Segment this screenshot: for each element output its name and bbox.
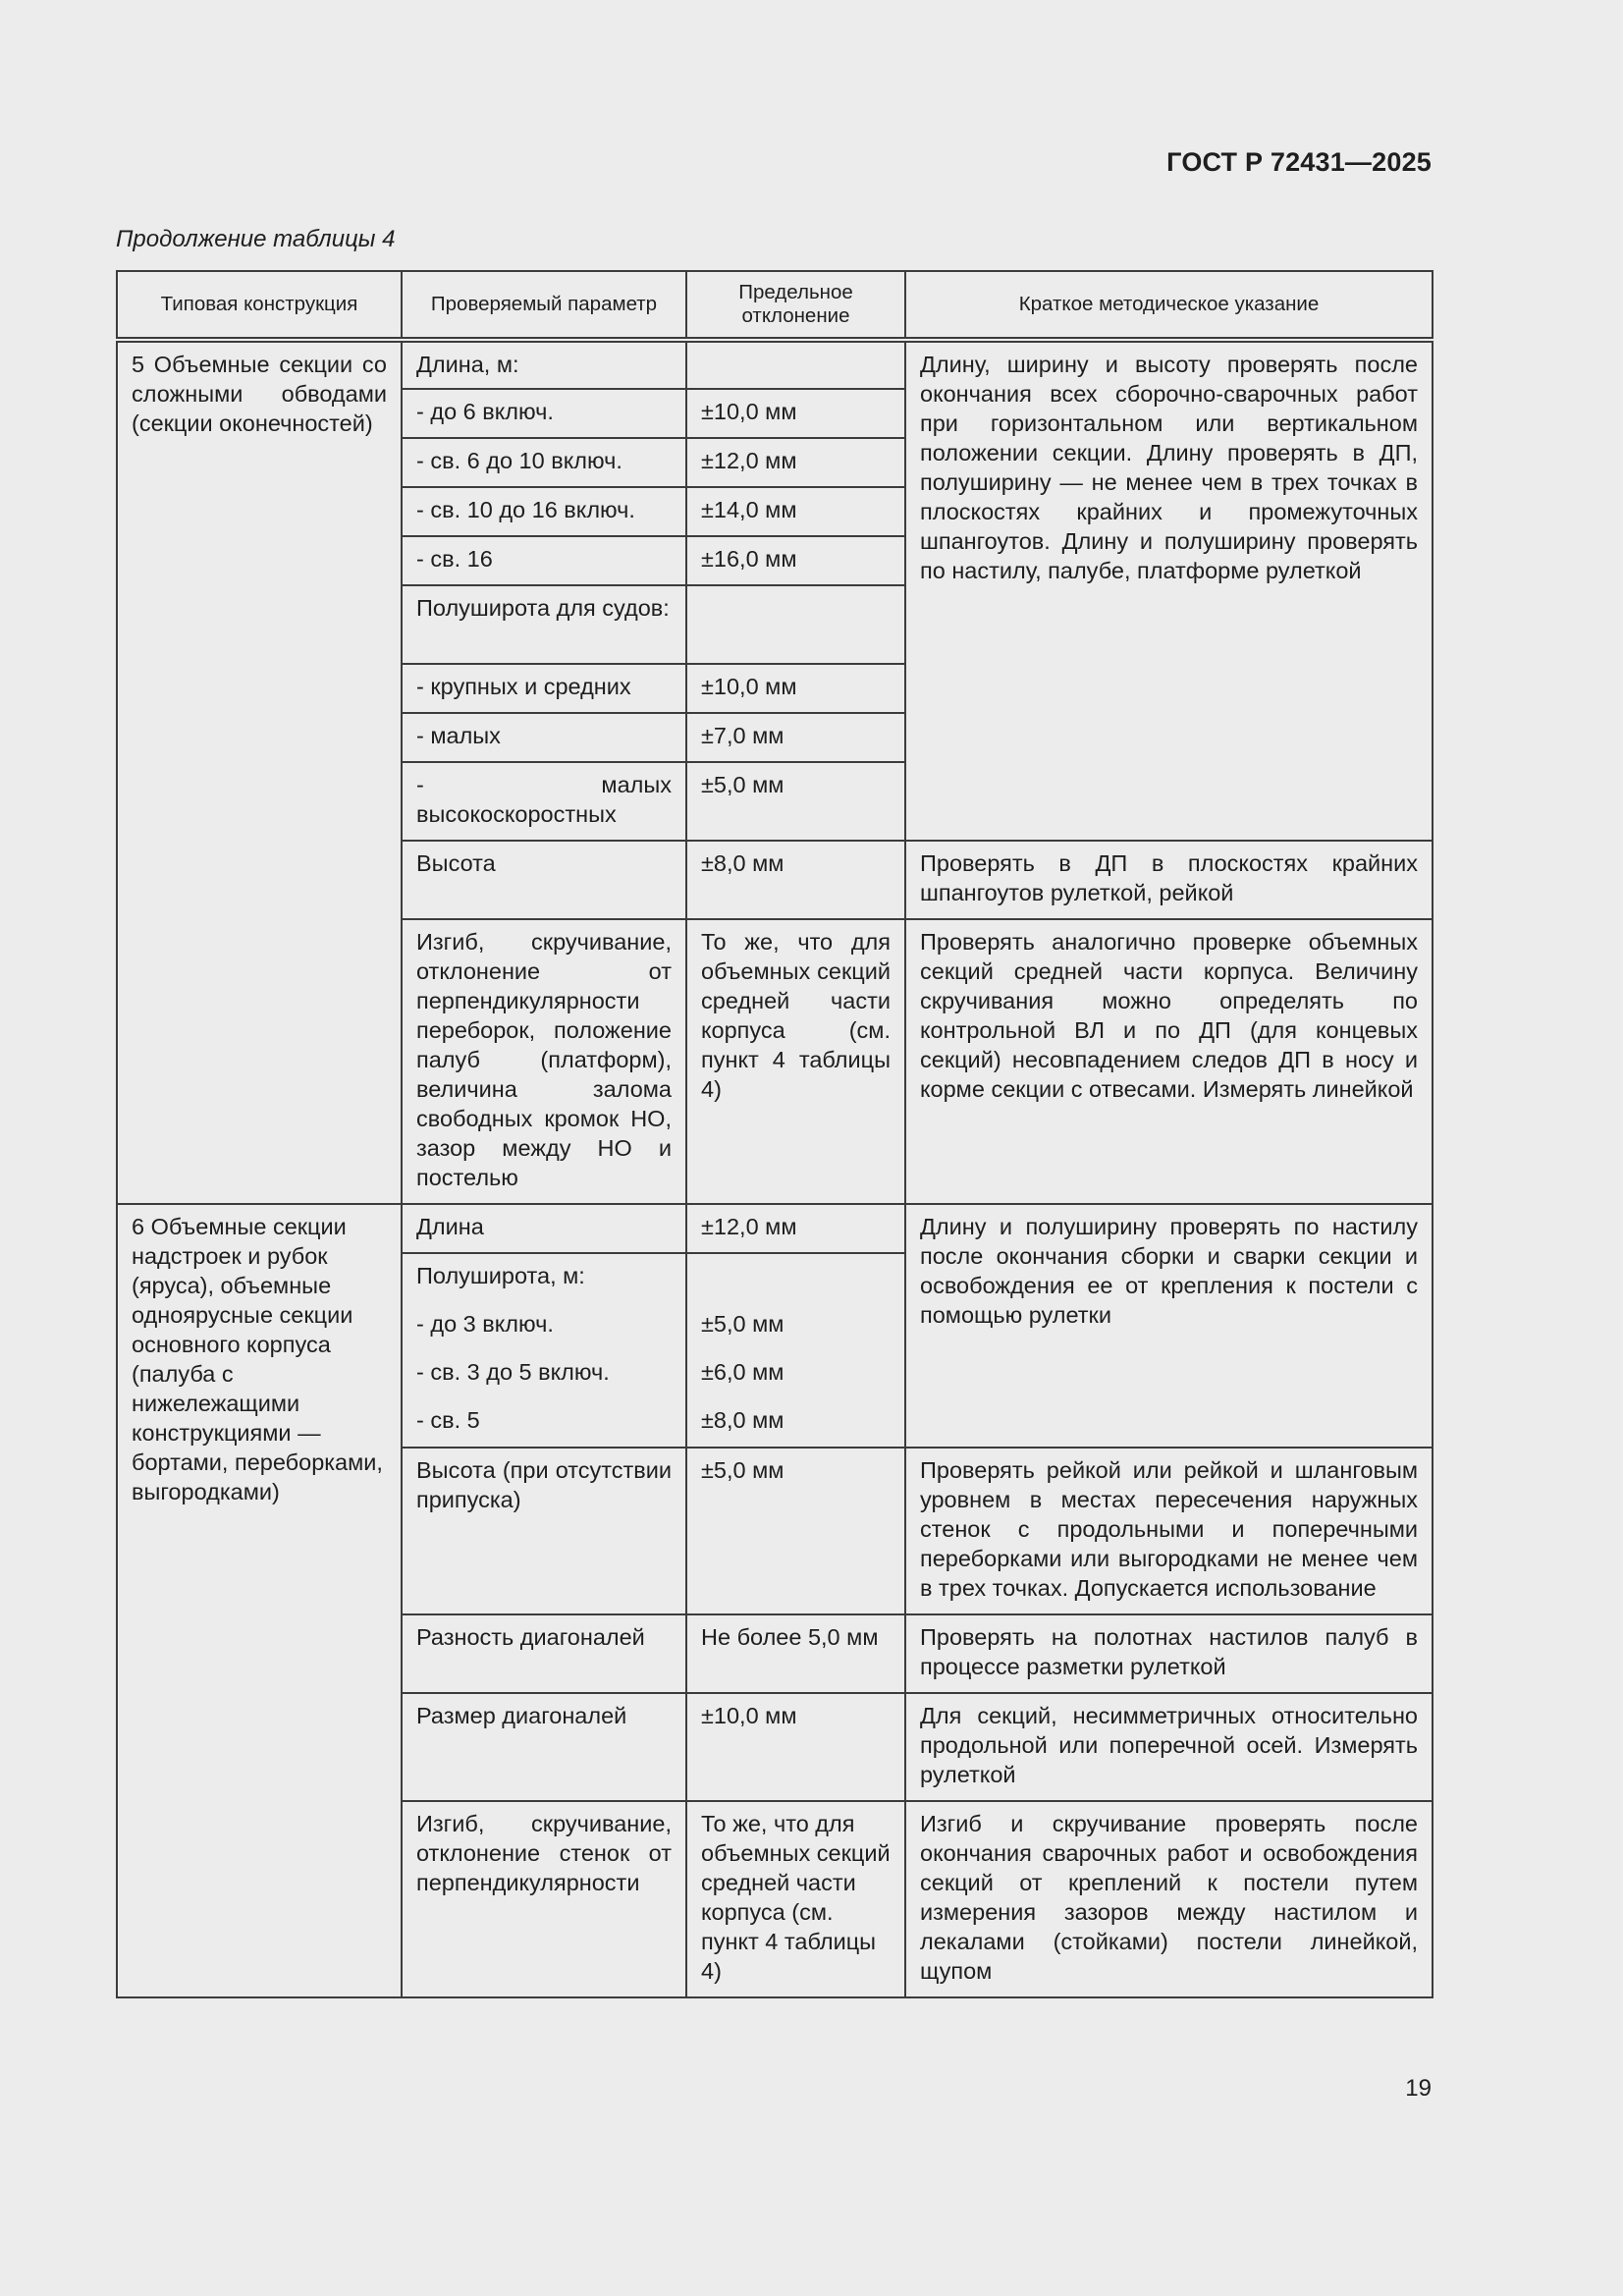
- construction-cell: 6 Объемные секции надстроек и рубок (яруса), объемные одноярусные секции основного корпуса (палуба с нижележащими конструкциями — бортами, переборками, выгородками): [117, 1204, 402, 1997]
- page-number: 19: [1405, 2075, 1432, 2102]
- instruction-cell: Для секций, несимметричных относительно продольной или поперечной осей. Измерять рулеткой: [905, 1693, 1433, 1801]
- deviation-cell: ±12,0 мм: [686, 438, 905, 487]
- deviation-cell: ±10,0 мм: [686, 664, 905, 713]
- param-cell: Изгиб, скручивание, отклонение от перпендикулярности переборок, положение палуб (платформ), величина залома свободных кромок НО, зазор между НО и постелью: [402, 919, 686, 1204]
- param-cell: Длина, м:: [402, 340, 686, 389]
- col-header-instruction: Краткое методическое указание: [905, 271, 1433, 340]
- param-line: - до 3 включ.: [416, 1311, 554, 1337]
- param-cell: - малых высокоскоростных: [402, 762, 686, 841]
- param-cell: - малых: [402, 713, 686, 762]
- deviation-cell: ±10,0 мм: [686, 389, 905, 438]
- col-header-deviation: Предельное отклонение: [686, 271, 905, 340]
- instruction-cell: Проверять рейкой или рейкой и шланговым уровнем в местах пересечения наружных стенок с продольными и поперечными переборками или выгородками не менее чем в трех точках. Допускается использование: [905, 1448, 1433, 1614]
- construction-cell: 5 Объемные секции со сложными обводами (секции оконечностей): [117, 340, 402, 1204]
- document-code: ГОСТ Р 72431—2025: [1166, 147, 1432, 177]
- deviation-cell: ±14,0 мм: [686, 487, 905, 536]
- instruction-cell: Длину и полуширину проверять по настилу после окончания сборки и сварки секции и освобождения ее от крепления к постели с помощью рулетки: [905, 1204, 1433, 1448]
- deviation-cell: То же, что для объемных секций средней части корпуса (см. пункт 4 таблицы 4): [686, 919, 905, 1204]
- col-header-construction: Типовая конструкция: [117, 271, 402, 340]
- param-cell-group: [402, 1253, 686, 1448]
- param-cell: Разность диагоналей: [402, 1614, 686, 1693]
- deviation-cell: ±10,0 мм: [686, 1693, 905, 1801]
- deviation-cell-group: [686, 1253, 905, 1448]
- deviation-cell: ±8,0 мм: [686, 841, 905, 919]
- deviation-line: [701, 1261, 891, 1309]
- param-line: - св. 5: [416, 1407, 480, 1433]
- deviation-cell: ±5,0 мм: [686, 1448, 905, 1614]
- deviation-cell: Не более 5,0 мм: [686, 1614, 905, 1693]
- instruction-cell: Проверять в ДП в плоскостях крайних шпангоутов рулеткой, рейкой: [905, 841, 1433, 919]
- deviation-cell: ±7,0 мм: [686, 713, 905, 762]
- instruction-cell: Проверять аналогично проверке объемных секций средней части корпуса. Величину скручивания можно определять по контрольной ВЛ и по ДП (для концевых секций) несовпадением следов ДП в носу и корме секции с отвесами. Измерять линейкой: [905, 919, 1433, 1204]
- param-cell: - св. 6 до 10 включ.: [402, 438, 686, 487]
- table-caption: Продолжение таблицы 4: [116, 226, 396, 252]
- deviation-cell: ±16,0 мм: [686, 536, 905, 585]
- param-line: Полуширота, м:: [416, 1263, 585, 1288]
- instruction-cell: Изгиб и скручивание проверять после окончания сварочных работ и освобождения секций от креплений к постели путем измерения зазоров между настилом и лекалами (стойками) постели линейкой, щупом: [905, 1801, 1433, 1997]
- param-cell: - св. 10 до 16 включ.: [402, 487, 686, 536]
- param-cell: - св. 16: [402, 536, 686, 585]
- deviation-cell: ±5,0 мм: [686, 762, 905, 841]
- param-cell: Длина: [402, 1204, 686, 1253]
- table-row: [117, 340, 1433, 389]
- param-line: - св. 3 до 5 включ.: [416, 1359, 610, 1385]
- instruction-cell: Проверять на полотнах настилов палуб в процессе разметки рулеткой: [905, 1614, 1433, 1693]
- param-cell: Высота: [402, 841, 686, 919]
- table-row: [117, 1204, 1433, 1253]
- deviation-line: ±5,0 мм: [701, 1311, 784, 1337]
- param-cell: Изгиб, скручивание, отклонение стенок от перпендикулярности: [402, 1801, 686, 1997]
- deviation-cell: [686, 340, 905, 389]
- param-cell: Полуширота для судов:: [402, 585, 686, 664]
- deviation-cell: [686, 585, 905, 664]
- deviation-table: [116, 270, 1434, 1998]
- instruction-cell: Длину, ширину и высоту проверять после окончания всех сборочно-сварочных работ при горизонтальном или вертикальном положении секции. Длину проверять в ДП, полуширину — не менее чем в трех точках в плоскостях крайних и промежуточных шпангоутов. Длину и полуширину проверять по настилу, палубе, платформе рулеткой: [905, 340, 1433, 841]
- param-cell: - крупных и средних: [402, 664, 686, 713]
- param-cell: Высота (при отсутствии припуска): [402, 1448, 686, 1614]
- param-cell: Размер диагоналей: [402, 1693, 686, 1801]
- deviation-cell: ±12,0 мм: [686, 1204, 905, 1253]
- deviation-line: ±8,0 мм: [701, 1407, 784, 1433]
- col-header-parameter: Проверяемый параметр: [402, 271, 686, 340]
- param-cell: - до 6 включ.: [402, 389, 686, 438]
- deviation-cell: То же, что для объемных секций средней части корпуса (см. пункт 4 таблицы 4): [686, 1801, 905, 1997]
- deviation-line: ±6,0 мм: [701, 1359, 784, 1385]
- table-header-row: [117, 271, 1433, 340]
